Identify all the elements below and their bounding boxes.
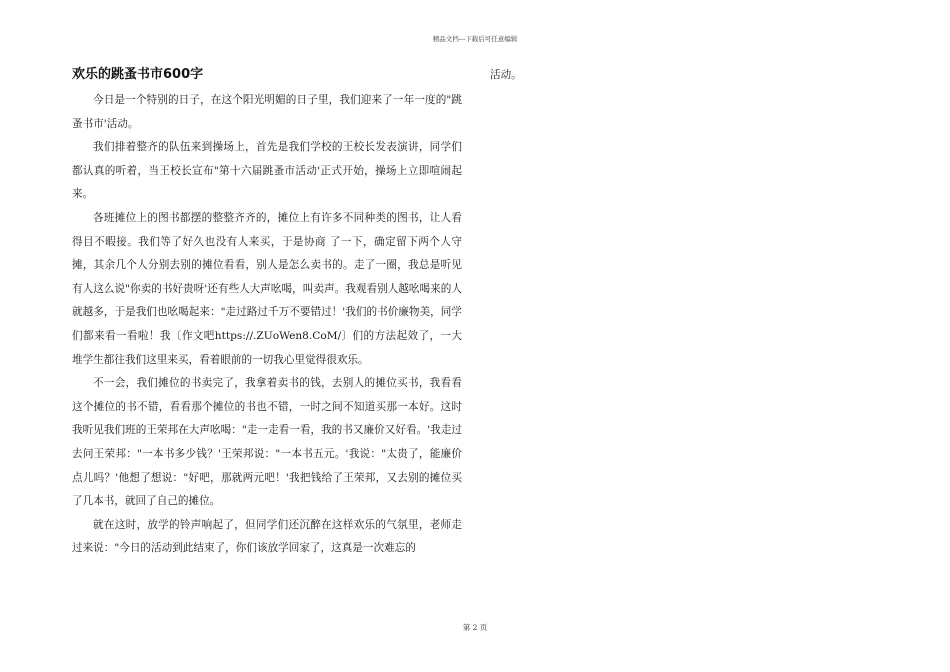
paragraph-2: 我们排着整齐的队伍来到操场上，首先是我们学校的王校长发表演讲，同学们都认真的听着，当王校长宣布"第十六届跳蚤市活动'正式开始，操场上立即喧闹起来。 — [72, 141, 462, 201]
left-column — [72, 67, 462, 561]
document-title: 欢乐的跳蚤书市600字 — [72, 67, 204, 82]
paragraph-1: 今日是一个特别的日子，在这个阳光明媚的日子里，我们迎来了一年一度的"跳蚤书市'活动。 — [72, 94, 462, 130]
page-header: 精品文档---下载后可任意编辑 — [432, 35, 518, 43]
paragraph-4: 不一会，我们摊位的书卖完了，我拿着卖书的钱，去别人的摊位买书，我看看这个摊位的书不错，看看那个摊位的书也不错，一时之间不知道买那一本好。这时我听见我们班的王荣邦在大声吆喝："走一走看一看，我的书又廉价又好看。'我走过去问王荣邦："一本书多少钱？'王荣邦说："一本书五元。'我说："太贵了，能廉价点儿吗？'他想了想说："好吧，那就两元吧！'我把钱给了王荣邦，又去别的摊位买了几本书，就回了自己的摊位。 — [72, 377, 462, 508]
page-number: 第 2 页 — [462, 623, 488, 632]
right-column-continuation: 活动。 — [490, 69, 522, 81]
paragraph-3: 各班摊位上的图书都摆的整整齐齐的，摊位上有许多不同种类的图书，让人看得目不暇接。我们等了好久也没有人来买，于是协商 了一下，确定留下两个人守摊，其余几个人分别去别的摊位看看，别人是怎么卖书的。走了一圈，我总是听见有人这么说"你卖的书好贵呀'还有些人大声吆喝，叫卖声。我观看别人越吆喝来的人就越多，于是我们也吆喝起来："走过路过千万不要错过！'我们的书价廉物美，同学们都来看一看啦！我〔作文吧https://.ZUoWen8.CoM/〕们的方法起效了，一大堆学生都往我们这里来买，看着眼前的一切我心里觉得很欢乐。 — [72, 211, 462, 366]
paragraph-5: 就在这时，放学的铃声响起了，但同学们还沉醉在这样欢乐的气氛里，老师走过来说："今日的活动到此结束了，你们该放学回家了，这真是一次难忘的 — [72, 518, 462, 555]
